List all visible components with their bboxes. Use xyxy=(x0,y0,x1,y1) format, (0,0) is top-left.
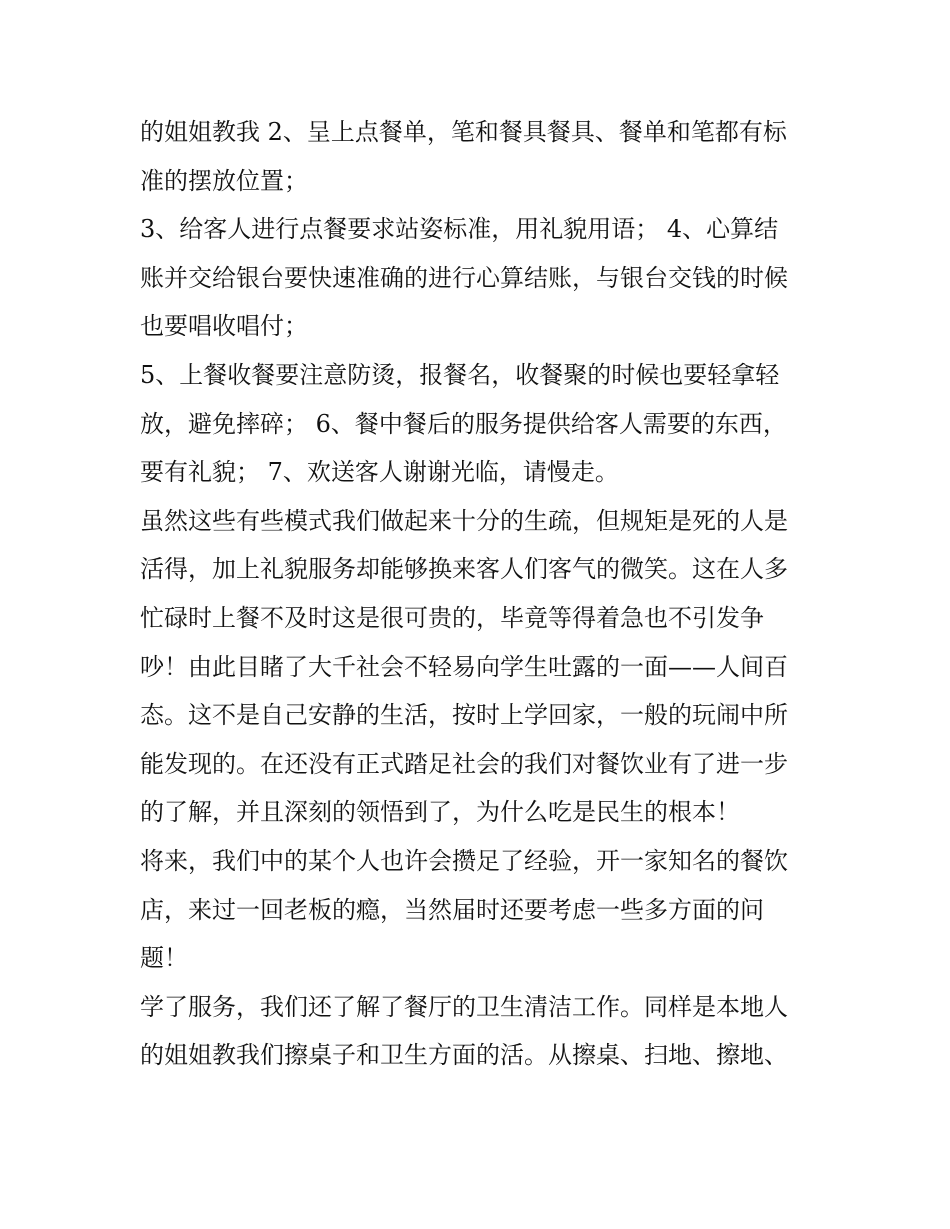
document-body xyxy=(140,108,820,1080)
text-line: 学了服务，我们还了解了餐厅的卫生清洁工作。同样是本地人 xyxy=(140,992,788,1021)
text-line: 5、上餐收餐要注意防烫，报餐名，收餐聚的时候也要轻拿轻 xyxy=(140,360,780,389)
text-line: 态。这不是自己安静的生活，按时上学回家，一般的玩闹中所 xyxy=(140,701,788,730)
text-line: 将来，我们中的某个人也许会攒足了经验，开一家知名的餐饮 xyxy=(140,846,788,875)
text-line: 3、给客人进行点餐要求站姿标准，用礼貌用语； 4、心算结 xyxy=(140,215,779,244)
text-line: 忙碌时上餐不及时这是很可贵的，毕竟等得着急也不引发争 xyxy=(140,603,764,632)
text-line: 要有礼貌； 7、欢送客人谢谢光临，请慢走。 xyxy=(140,458,619,487)
text-line: 准的摆放位置； xyxy=(140,166,308,195)
text-line: 的姐姐教我们擦桌子和卫生方面的活。从擦桌、扫地、擦地、 xyxy=(140,1041,788,1070)
text-line: 店，来过一回老板的瘾，当然届时还要考虑一些多方面的问 xyxy=(140,895,764,924)
text-line: 活得，加上礼貌服务却能够换来客人们客气的微笑。这在人多 xyxy=(140,555,788,584)
text-line: 的姐姐教我 2、呈上点餐单，笔和餐具餐具、餐单和笔都有标 xyxy=(140,118,787,146)
text-line: 题！ xyxy=(140,944,188,973)
text-line: 的了解，并且深刻的领悟到了，为什么吃是民生的根本！ xyxy=(140,798,740,827)
text-line: 虽然这些有些模式我们做起来十分的生疏，但规矩是死的人是 xyxy=(140,506,788,535)
text-line: 吵！由此目睹了大千社会不轻易向学生吐露的一面——人间百 xyxy=(140,652,788,681)
text-line: 放，避免摔碎； 6、餐中餐后的服务提供给客人需要的东西， xyxy=(140,409,787,438)
text-line: 能发现的。在还没有正式踏足社会的我们对餐饮业有了进一步 xyxy=(140,749,788,778)
text-line: 也要唱收唱付； xyxy=(140,312,308,341)
text-line: 账并交给银台要快速准确的进行心算结账，与银台交钱的时候 xyxy=(140,263,788,292)
